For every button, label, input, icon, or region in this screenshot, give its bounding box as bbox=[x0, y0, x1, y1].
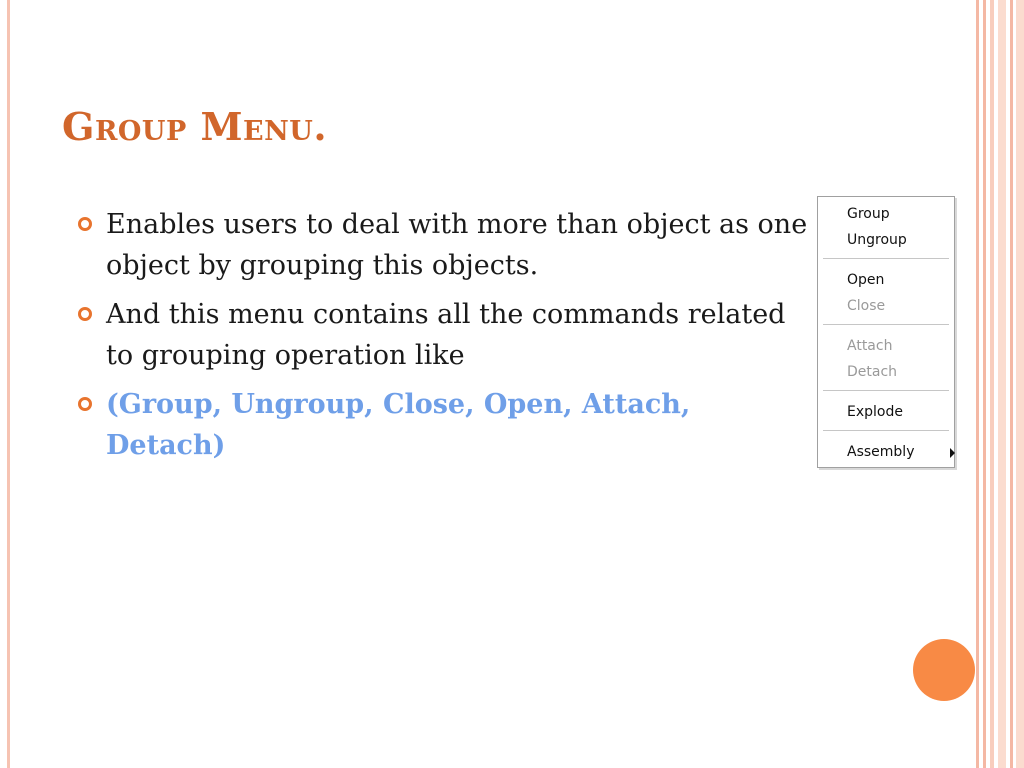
menu-separator bbox=[823, 258, 949, 260]
group-context-menu bbox=[817, 196, 955, 468]
menu-item-ungroup[interactable]: Ungroup bbox=[847, 232, 907, 248]
bullet-item bbox=[78, 384, 808, 466]
bullet-marker-icon bbox=[78, 397, 92, 411]
bullet-text: Enables users to deal with more than object as one object by grouping this objects. bbox=[106, 209, 808, 281]
menu-separator bbox=[823, 430, 949, 432]
menu-item-detach: Detach bbox=[847, 364, 898, 380]
bullet-text-highlight: (Group, Ungroup, Close, Open, Attach, Detach) bbox=[106, 389, 691, 461]
menu-item-attach: Attach bbox=[847, 338, 893, 354]
bullet-text: And this menu contains all the commands related to grouping operation like bbox=[106, 299, 786, 371]
right-border-stripes bbox=[976, 0, 1024, 768]
decorative-circle bbox=[913, 639, 975, 701]
menu-separator bbox=[823, 390, 949, 392]
bullet-marker-icon bbox=[78, 217, 92, 231]
bullet-marker-icon bbox=[78, 307, 92, 321]
bullet-item bbox=[78, 204, 808, 286]
submenu-arrow-icon bbox=[950, 448, 955, 458]
bullet-list bbox=[78, 204, 808, 474]
menu-separator bbox=[823, 324, 949, 326]
left-border-line bbox=[7, 0, 10, 768]
menu-item-assembly-label: Assembly bbox=[847, 444, 915, 460]
slide-title: Group Menu. bbox=[62, 104, 328, 149]
bullet-item bbox=[78, 294, 808, 376]
menu-item-close: Close bbox=[847, 298, 886, 314]
menu-item-open[interactable]: Open bbox=[847, 272, 885, 288]
menu-item-assembly[interactable] bbox=[847, 440, 953, 464]
menu-item-explode[interactable]: Explode bbox=[847, 404, 903, 420]
menu-item-group[interactable]: Group bbox=[847, 206, 890, 222]
